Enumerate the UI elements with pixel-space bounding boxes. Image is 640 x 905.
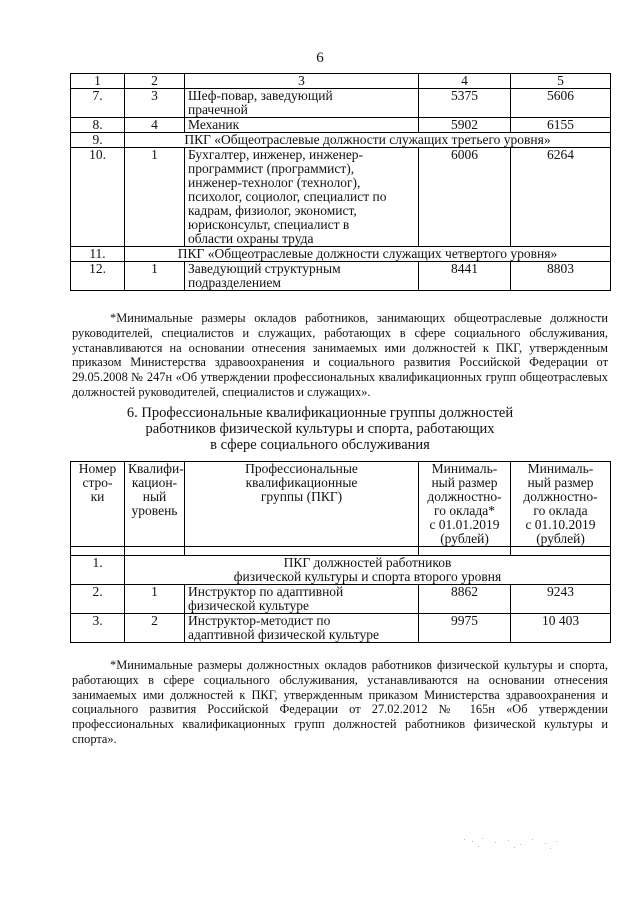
qualification-level: 1	[125, 585, 185, 614]
qualification-level: 2	[125, 614, 185, 643]
table-row	[71, 585, 611, 614]
qualification-level: 1	[125, 262, 185, 291]
header-line: (рублей)	[440, 531, 489, 546]
salary-table-general	[70, 73, 611, 291]
group-title	[125, 556, 611, 585]
header-line: го оклада	[533, 503, 588, 518]
position-name	[185, 118, 419, 133]
salary-2019-10: 9243	[511, 585, 611, 614]
header-line: Профессиональные	[245, 461, 358, 476]
header-line: Минималь-	[527, 461, 594, 476]
section-title-line: 6. Профессиональные квалификационные группы должностей	[126, 405, 514, 421]
qualification-level: 1	[125, 148, 185, 247]
row-number: 10.	[71, 148, 125, 247]
position-name-line: Бухгалтер, инженер, инженер-	[188, 147, 364, 162]
table-row	[71, 262, 611, 291]
position-name	[185, 89, 419, 118]
row-number: 7.	[71, 89, 125, 118]
header-line: ный	[142, 489, 167, 504]
salary-2019-01: 5375	[419, 89, 511, 118]
row-number: 1.	[71, 556, 125, 585]
header-cell: 2	[125, 74, 185, 89]
position-name-line: программист (программист),	[188, 161, 355, 176]
table-header-row	[71, 462, 611, 547]
group-title-line: ПКГ должностей работников	[283, 555, 452, 570]
position-name-line: физической культуре	[188, 598, 309, 613]
salary-2019-01: 5902	[419, 118, 511, 133]
qualification-level: 4	[125, 118, 185, 133]
row-number: 9.	[71, 133, 125, 148]
row-number: 2.	[71, 585, 125, 614]
salary-2019-10: 8803	[511, 262, 611, 291]
header-line: должностно-	[523, 489, 598, 504]
salary-2019-01: 9975	[419, 614, 511, 643]
header-cell: 5	[511, 74, 611, 89]
header-salary-2019-01	[419, 462, 511, 547]
header-line: с 01.01.2019	[429, 517, 500, 532]
header-cell: 1	[71, 74, 125, 89]
section-title	[0, 405, 640, 453]
header-line: ки	[90, 489, 105, 504]
row-number: 12.	[71, 262, 125, 291]
group-row	[71, 247, 611, 262]
row-number: 11.	[71, 247, 125, 262]
table-row	[71, 89, 611, 118]
gap-cell	[125, 547, 185, 556]
qualification-level: 3	[125, 89, 185, 118]
table-header-row	[71, 74, 611, 89]
position-name-line: Механик	[188, 117, 240, 132]
section-title-line: работников физической культуры и спорта, работающих	[145, 421, 495, 437]
position-name-line: области охраны труда	[188, 231, 314, 246]
header-line: уровень	[131, 503, 178, 518]
position-name-line: кадрам, физиолог, экономист,	[188, 203, 357, 218]
header-cell: 4	[419, 74, 511, 89]
header-line: группы (ПКГ)	[260, 489, 343, 504]
group-title-line: физической культуры и спорта второго уровня	[233, 569, 502, 584]
position-name	[185, 614, 419, 643]
salary-2019-10: 5606	[511, 89, 611, 118]
position-name	[185, 262, 419, 291]
header-line: (рублей)	[536, 531, 585, 546]
header-row-number	[71, 462, 125, 547]
header-line: кацион-	[131, 475, 178, 490]
position-name	[185, 148, 419, 247]
row-number: 3.	[71, 614, 125, 643]
salary-2019-01: 8862	[419, 585, 511, 614]
position-name-line: психолог, социолог, специалист по	[188, 189, 387, 204]
position-name-line: прачечной	[188, 102, 248, 117]
position-name-line: юрисконсульт, специалист в	[188, 217, 350, 232]
salary-2019-10: 6155	[511, 118, 611, 133]
header-line: Номер	[78, 461, 117, 476]
header-salary-2019-10	[511, 462, 611, 547]
salary-table-sports	[70, 461, 611, 643]
header-professional-groups	[185, 462, 419, 547]
position-name-line: Инструктор-методист по	[188, 613, 331, 628]
footnote-general: *Минимальные размеры окладов работников, занимающих общеотраслевые должности руководителей, специалистов и служащих, работающих в сфере социального обслуживания, устанавливаются на основании отнесения занимаемых ими должностей к ПКГ, утвержденным приказом Министерства здравоохранения и социального развития Российской Федерации от 29.05.2008 № 247н «Об утверждении профессиональных квалификационных групп общеотраслевых должностей руководителей, специалистов и служащих».	[72, 311, 608, 399]
salary-2019-01: 6006	[419, 148, 511, 247]
header-qualification-level	[125, 462, 185, 547]
table-row	[71, 118, 611, 133]
footnote-sports: *Минимальные размеры должностных окладов работников физической культуры и спорта, работающих в сфере социального обслуживания, устанавливаются на основании отнесения занимаемых ими должностей к ПКГ, утвержденным приказом Министерства здравоохранения и социального развития Российской Федерации от 27.02.2012 № 165н «Об утверждении профессиональных квалификационных групп должностей работников физической культуры и спорта».	[72, 658, 608, 746]
header-line: квалификационные	[245, 475, 358, 490]
group-title: ПКГ «Общеотраслевые должности служащих четвертого уровня»	[125, 247, 611, 262]
position-name	[185, 585, 419, 614]
header-line: Минималь-	[431, 461, 498, 476]
row-number: 8.	[71, 118, 125, 133]
header-line: ный размер	[527, 475, 594, 490]
group-row	[71, 556, 611, 585]
header-line: Квалифи-	[128, 461, 184, 476]
header-line: стро-	[82, 475, 113, 490]
header-line: го оклада*	[434, 503, 495, 518]
position-name-line: инженер-технолог (технолог),	[188, 175, 361, 190]
section-title-line: в сфере социального обслуживания	[210, 437, 430, 453]
header-cell: 3	[185, 74, 419, 89]
group-title: ПКГ «Общеотраслевые должности служащих третьего уровня»	[125, 133, 611, 148]
salary-2019-01: 8441	[419, 262, 511, 291]
faint-stamp-marks	[460, 836, 570, 850]
position-name-line: Инструктор по адаптивной	[188, 584, 344, 599]
position-name-line: Заведующий структурным	[188, 261, 341, 276]
group-row	[71, 133, 611, 148]
salary-2019-10: 10 403	[511, 614, 611, 643]
table-row	[71, 148, 611, 247]
header-line: ный размер	[431, 475, 498, 490]
gap-cell	[511, 547, 611, 556]
page-number: 6	[316, 50, 324, 66]
position-name-line: Шеф-повар, заведующий	[188, 88, 333, 103]
position-name-line: подразделением	[188, 275, 281, 290]
header-line: с 01.10.2019	[525, 517, 596, 532]
salary-2019-10: 6264	[511, 148, 611, 247]
header-line: должностно-	[427, 489, 502, 504]
position-name-line: адаптивной физической культуре	[188, 627, 379, 642]
table-row	[71, 614, 611, 643]
